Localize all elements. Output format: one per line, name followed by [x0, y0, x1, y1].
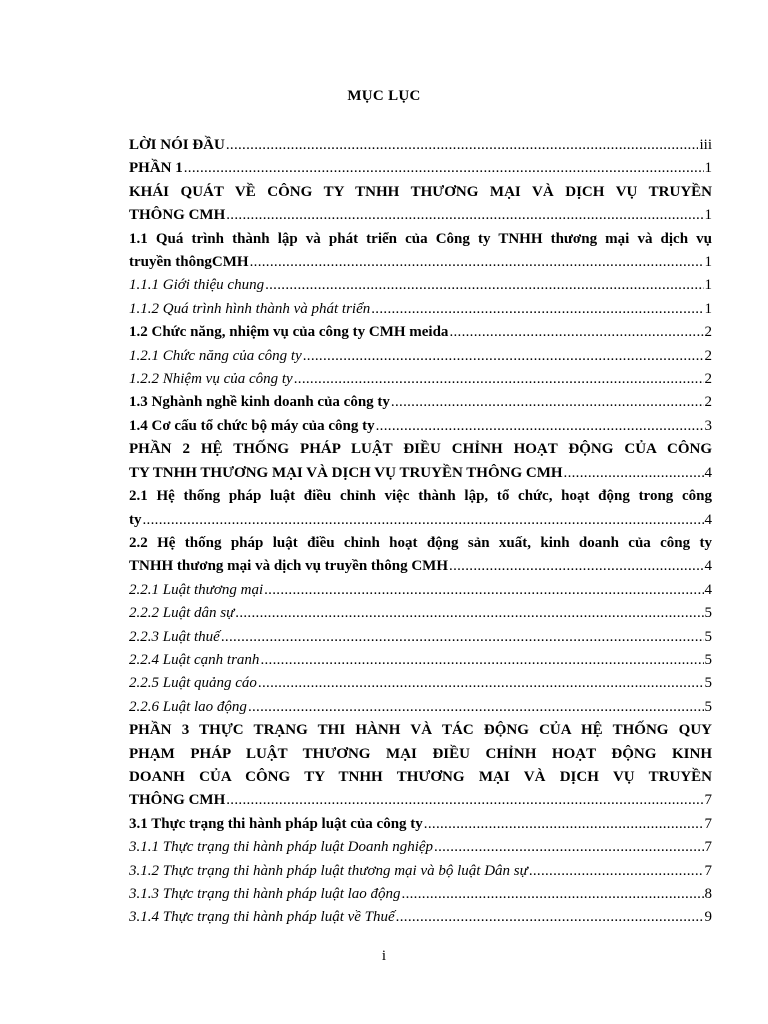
- dot-leader: [376, 415, 704, 438]
- toc-entry-row: [129, 391, 712, 414]
- page-title: MỤC LỤC: [347, 88, 421, 104]
- dot-leader: [258, 672, 704, 695]
- toc-entry[interactable]: [129, 321, 712, 344]
- toc-entry[interactable]: [129, 906, 712, 929]
- toc-entry-page-number: 2: [704, 324, 712, 341]
- toc-entry-title: 1.3 Nghành nghề kinh doanh của công ty: [129, 394, 390, 411]
- toc-entry-page-number: 5: [704, 675, 712, 692]
- toc-entry-row: [129, 602, 712, 625]
- dot-leader: [303, 345, 704, 368]
- toc-entry-row: [129, 509, 712, 532]
- toc-entry-page-number: 2: [704, 347, 712, 364]
- toc-entry-page-number: 5: [704, 628, 712, 645]
- toc-entry-row: [129, 696, 712, 719]
- toc-entry-row: [129, 789, 712, 812]
- toc-entry-page-number: 4: [704, 511, 712, 528]
- toc-entry-page-number: 1: [704, 207, 712, 224]
- toc-entry-page-number: 4: [704, 464, 712, 481]
- toc-entry-row: [129, 204, 712, 227]
- dot-leader: [564, 462, 704, 485]
- toc-entry-text-line: 1.1 Quá trình thành lập và phát triển của Công ty TNHH thương mại và dịch vụ: [129, 230, 712, 247]
- toc-entry[interactable]: [129, 181, 712, 228]
- dot-leader: [434, 836, 703, 859]
- toc-entry-row: [129, 813, 712, 836]
- dot-leader: [529, 860, 704, 883]
- toc-entry-page-number: 1: [704, 277, 712, 294]
- toc-entry-text-line: 2.2 Hệ thống pháp luật điều chỉnh hoạt động sản xuất, kinh doanh của công ty: [129, 534, 712, 551]
- dot-leader: [184, 157, 704, 180]
- toc-entry-title: 2.2.5 Luật quảng cáo: [129, 675, 257, 692]
- toc-entry[interactable]: [129, 719, 712, 813]
- toc-entry-title: 3.1.1 Thực trạng thi hành pháp luật Doanh nghiệp: [129, 839, 434, 856]
- toc-entry-row: [129, 462, 712, 485]
- toc-entry-page-number: 2: [704, 394, 712, 411]
- page-number: i: [381, 948, 387, 964]
- toc-entry-page-number: 3: [704, 417, 712, 434]
- toc-entry-row: [129, 883, 712, 906]
- dot-leader: [264, 579, 703, 602]
- toc-entry-text-line: PHẦN 2 HỆ THỐNG PHÁP LUẬT ĐIỀU CHỈNH HOẠT ĐỘNG CỦA CÔNG: [129, 441, 712, 458]
- toc-entry-row: [129, 321, 712, 344]
- toc-entry[interactable]: [129, 696, 712, 719]
- toc-entry-title: 2.2.4 Luật cạnh tranh: [129, 651, 260, 668]
- dot-leader: [391, 391, 704, 414]
- toc-entry-text-line: KHÁI QUÁT VỀ CÔNG TY TNHH THƯƠNG MẠI VÀ DỊCH VỤ TRUYỀN: [129, 183, 712, 200]
- toc-entry-title: 2.2.3 Luật thuế: [129, 628, 220, 645]
- toc-entry-title: 1.1.1 Giới thiệu chung: [129, 277, 265, 294]
- toc-entry[interactable]: [129, 438, 712, 485]
- toc-entry-page-number: 2: [704, 371, 712, 388]
- toc-entry-row: [129, 836, 712, 859]
- dot-leader: [221, 626, 704, 649]
- toc-entry-title: 1.2.1 Chức năng của công ty: [129, 347, 302, 364]
- toc-entry-page-number: 9: [704, 909, 712, 926]
- dot-leader: [235, 602, 703, 625]
- toc-entry-row: [129, 649, 712, 672]
- toc-entry[interactable]: [129, 298, 712, 321]
- dot-leader: [449, 555, 703, 578]
- toc-entry-title: 3.1.3 Thực trạng thi hành pháp luật lao động: [129, 886, 401, 902]
- toc-entry-row: [129, 345, 712, 368]
- dot-leader: [265, 274, 703, 297]
- dot-leader: [226, 789, 703, 812]
- toc-entry[interactable]: [129, 391, 712, 414]
- toc-entry-title: 1.2.2 Nhiệm vụ của công ty: [129, 371, 293, 388]
- toc-entry[interactable]: [129, 883, 712, 906]
- toc-entry-row: [129, 626, 712, 649]
- toc-entry-page-number: 5: [704, 651, 712, 668]
- toc-entry-title: 3.1.4 Thực trạng thi hành pháp luật về Thuế: [129, 909, 395, 926]
- dot-leader: [294, 368, 704, 391]
- toc-entry-title: 1.2 Chức năng, nhiệm vụ của công ty CMH meida: [129, 324, 449, 341]
- toc-entry[interactable]: [129, 836, 712, 859]
- toc-entry-page-number: 4: [704, 558, 712, 575]
- toc-entry-row: [129, 134, 712, 157]
- dot-leader: [396, 906, 704, 929]
- toc-entry-title: 3.1 Thực trạng thi hành pháp luật của công ty: [129, 815, 423, 832]
- toc-entry-text-line: DOANH CỦA CÔNG TY TNHH THƯƠNG MẠI VÀ DỊCH VỤ TRUYỀN: [129, 768, 712, 785]
- toc-entry-title: 1.4 Cơ cấu tổ chức bộ máy của công ty: [129, 417, 375, 434]
- toc-entry-page-number: 7: [704, 862, 712, 879]
- dot-leader: [402, 883, 704, 906]
- toc-entry-row: [129, 368, 712, 391]
- toc-entry[interactable]: [129, 345, 712, 368]
- toc-entry-text-line: 2.1 Hệ thống pháp luật điều chỉnh việc thành lập, tổ chức, hoạt động trong công: [129, 488, 712, 505]
- toc-entry-title: THÔNG CMH: [129, 792, 226, 809]
- toc-entry-title: 2.2.1 Luật thương mại: [129, 581, 264, 598]
- toc-entry-page-number: 1: [704, 160, 712, 177]
- toc-entry-page-number: 1: [704, 254, 712, 271]
- toc-entry-row: [129, 157, 712, 180]
- dot-leader: [260, 649, 703, 672]
- toc-entry[interactable]: [129, 649, 712, 672]
- toc-entry-row: [129, 298, 712, 321]
- dot-leader: [143, 509, 704, 532]
- toc-entry-row: [129, 860, 712, 883]
- toc-entry-title: 2.2.2 Luật dân sự: [129, 605, 235, 622]
- toc-entry-title: PHẦN 1: [129, 160, 183, 177]
- toc-entry-page-number: 5: [704, 605, 712, 622]
- toc-entry[interactable]: [129, 485, 712, 532]
- toc-entry-row: [129, 274, 712, 297]
- dot-leader: [250, 251, 704, 274]
- toc-entry[interactable]: [129, 813, 712, 836]
- toc-entry-row: [129, 906, 712, 929]
- toc-entry[interactable]: [129, 228, 712, 275]
- dot-leader: [449, 321, 703, 344]
- toc-entry-page-number: iii: [699, 137, 712, 153]
- toc-entry[interactable]: [129, 579, 712, 602]
- toc-entry[interactable]: [129, 626, 712, 649]
- toc-entry-text-line: PHẦN 3 THỰC TRẠNG THI HÀNH VÀ TÁC ĐỘNG CỦA HỆ THỐNG QUY: [129, 722, 712, 739]
- dot-leader: [371, 298, 703, 321]
- toc-entry[interactable]: [129, 274, 712, 297]
- toc-entry[interactable]: [129, 532, 712, 579]
- toc-entry[interactable]: [129, 672, 712, 695]
- dot-leader: [424, 813, 704, 836]
- toc-entry-title: 3.1.2 Thực trạng thi hành pháp luật thương mại và bộ luật Dân sự: [129, 862, 528, 879]
- toc-entry-page-number: 8: [704, 886, 712, 902]
- toc-entry-row: [129, 415, 712, 438]
- toc-entry-title: truyền thôngCMH: [129, 254, 249, 271]
- toc-entry-page-number: 7: [704, 839, 712, 856]
- toc-entry-page-number: 1: [704, 300, 712, 317]
- toc-entry-title: LỜI NÓI ĐẦU: [129, 137, 225, 153]
- toc-entry-page-number: 7: [704, 792, 712, 809]
- toc-entry-row: [129, 672, 712, 695]
- toc-entry[interactable]: [129, 157, 712, 180]
- toc-entry-page-number: 4: [704, 581, 712, 598]
- toc-entry[interactable]: [129, 860, 712, 883]
- dot-leader: [226, 204, 703, 227]
- toc-entry-row: [129, 555, 712, 578]
- toc-entry-title: 1.1.2 Quá trình hình thành và phát triển: [129, 300, 371, 317]
- toc-entry-row: [129, 579, 712, 602]
- toc-entry-title: ty: [129, 511, 142, 528]
- toc-entry-row: [129, 251, 712, 274]
- toc-entry-title: TNHH thương mại và dịch vụ truyền thông CMH: [129, 558, 449, 575]
- toc-entry[interactable]: [129, 368, 712, 391]
- toc-entry-title: TY TNHH THƯƠNG MẠI VÀ DỊCH VỤ TRUYỀN THÔNG CMH: [129, 464, 563, 481]
- toc-entry-text-line: PHẠM PHÁP LUẬT THƯƠNG MẠI ĐIỀU CHỈNH HOẠT ĐỘNG KINH: [129, 745, 712, 762]
- dot-leader: [226, 134, 699, 157]
- toc-entry-page-number: 5: [704, 698, 712, 715]
- dot-leader: [248, 696, 704, 719]
- toc-entry[interactable]: [129, 415, 712, 438]
- toc-entry-title: THÔNG CMH: [129, 207, 226, 224]
- toc-entry-title: 2.2.6 Luật lao động: [129, 698, 247, 715]
- toc-entry[interactable]: [129, 602, 712, 625]
- table-of-contents: [129, 134, 712, 930]
- toc-entry[interactable]: [129, 134, 712, 157]
- toc-entry-page-number: 7: [704, 815, 712, 832]
